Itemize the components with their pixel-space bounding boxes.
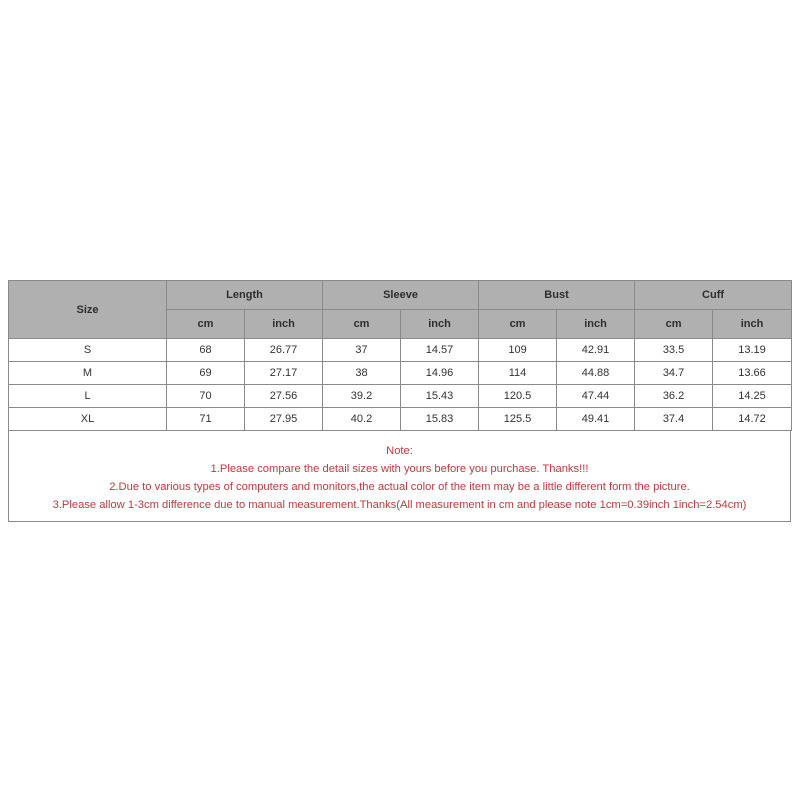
unit-header: inch	[713, 310, 792, 339]
value-cell: 37	[323, 339, 401, 362]
value-cell: 39.2	[323, 385, 401, 408]
value-cell: 13.66	[713, 362, 792, 385]
size-column-header: Size	[9, 281, 167, 339]
value-cell: 27.56	[245, 385, 323, 408]
value-cell: 40.2	[323, 408, 401, 431]
table-row	[9, 385, 792, 408]
table-row	[9, 408, 792, 431]
value-cell: 26.77	[245, 339, 323, 362]
size-table	[8, 280, 792, 431]
note-line-2: 2.Due to various types of computers and monitors,the actual color of the item may be a little different form the picture.	[109, 481, 690, 493]
value-cell: 71	[167, 408, 245, 431]
value-cell: 70	[167, 385, 245, 408]
note-title: Note:	[386, 445, 413, 457]
value-cell: 42.91	[557, 339, 635, 362]
value-cell: 109	[479, 339, 557, 362]
group-header-bust: Bust	[479, 281, 635, 310]
value-cell: 14.57	[401, 339, 479, 362]
group-header-length: Length	[167, 281, 323, 310]
group-header-cuff: Cuff	[635, 281, 792, 310]
size-cell: M	[9, 362, 167, 385]
unit-header: inch	[401, 310, 479, 339]
value-cell: 37.4	[635, 408, 713, 431]
header-row-groups	[9, 281, 792, 310]
unit-header: cm	[635, 310, 713, 339]
value-cell: 27.17	[245, 362, 323, 385]
value-cell: 34.7	[635, 362, 713, 385]
unit-header: cm	[479, 310, 557, 339]
size-chart	[8, 280, 791, 522]
unit-header: inch	[245, 310, 323, 339]
unit-header: cm	[323, 310, 401, 339]
value-cell: 15.43	[401, 385, 479, 408]
note-line-1: 1.Please compare the detail sizes with yours before you purchase. Thanks!!!	[210, 463, 589, 475]
value-cell: 33.5	[635, 339, 713, 362]
value-cell: 47.44	[557, 385, 635, 408]
size-cell: S	[9, 339, 167, 362]
value-cell: 120.5	[479, 385, 557, 408]
size-cell: L	[9, 385, 167, 408]
value-cell: 27.95	[245, 408, 323, 431]
table-row	[9, 362, 792, 385]
size-cell: XL	[9, 408, 167, 431]
value-cell: 15.83	[401, 408, 479, 431]
value-cell: 13.19	[713, 339, 792, 362]
value-cell: 114	[479, 362, 557, 385]
note-line-3: 3.Please allow 1-3cm difference due to manual measurement.Thanks(All measurement in cm and please note 1cm=0.39inch 1inch=2.54cm)	[52, 499, 747, 511]
value-cell: 14.25	[713, 385, 792, 408]
unit-header: inch	[557, 310, 635, 339]
value-cell: 38	[323, 362, 401, 385]
group-header-sleeve: Sleeve	[323, 281, 479, 310]
value-cell: 69	[167, 362, 245, 385]
value-cell: 68	[167, 339, 245, 362]
value-cell: 125.5	[479, 408, 557, 431]
unit-header: cm	[167, 310, 245, 339]
value-cell: 49.41	[557, 408, 635, 431]
value-cell: 36.2	[635, 385, 713, 408]
value-cell: 44.88	[557, 362, 635, 385]
table-row	[9, 339, 792, 362]
value-cell: 14.96	[401, 362, 479, 385]
value-cell: 14.72	[713, 408, 792, 431]
notes-box	[8, 431, 791, 522]
